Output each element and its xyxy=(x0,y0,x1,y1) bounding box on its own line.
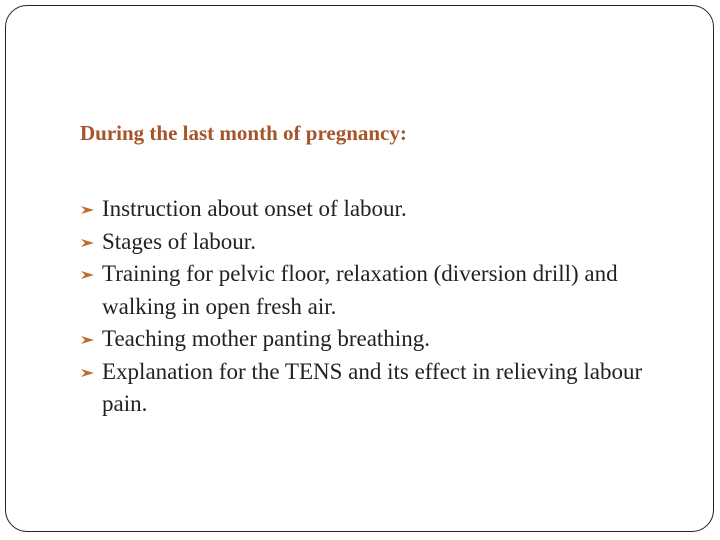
bullet-text: Explanation for the TENS and its effect in relieving labour pain. xyxy=(102,358,643,416)
bullet-text: Teaching mother panting breathing. xyxy=(102,326,430,351)
list-item xyxy=(78,258,678,323)
bullet-list xyxy=(78,193,678,421)
list-item xyxy=(78,356,678,421)
bullet-icon xyxy=(78,258,102,291)
bullet-icon xyxy=(78,226,102,259)
bullet-text: Stages of labour. xyxy=(102,228,256,254)
list-item xyxy=(78,323,678,356)
bullet-icon xyxy=(78,193,102,226)
list-item xyxy=(78,226,678,259)
bullet-icon xyxy=(78,323,102,356)
slide-heading: During the last month of pregnancy: xyxy=(80,121,407,145)
bullet-text: Instruction about onset of labour. xyxy=(102,196,407,221)
bullet-text: Training for pelvic floor, relaxation (diversion drill) and walking in open fresh air. xyxy=(102,261,618,319)
bullet-icon xyxy=(78,356,102,389)
list-item xyxy=(78,193,678,226)
